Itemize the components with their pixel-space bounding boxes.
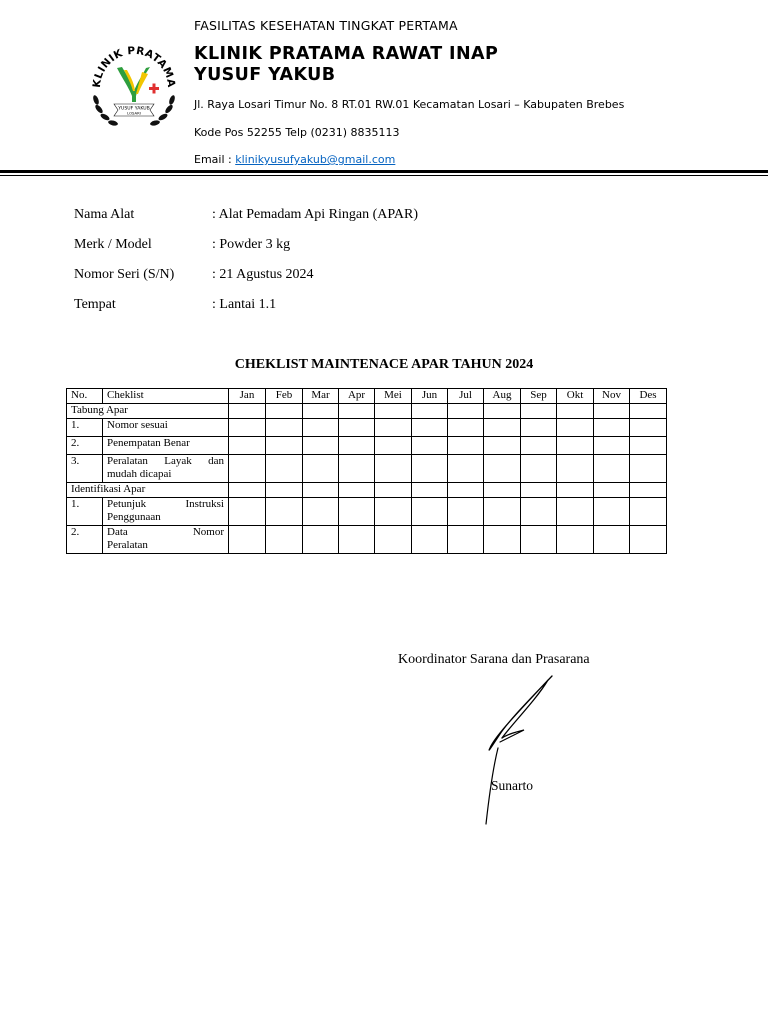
header-month: Jan (229, 389, 266, 404)
email-link[interactable]: klinikyusufyakub@gmail.com (235, 153, 396, 166)
clinic-address: Jl. Raya Losari Timur No. 8 RT.01 RW.01 Kecamatan Losari – Kabupaten Brebes (194, 98, 625, 111)
row-checklist: Penempatan Benar (103, 437, 229, 455)
check-cell (521, 419, 557, 437)
check-cell (594, 498, 630, 526)
check-cell (448, 455, 484, 483)
check-cell (412, 437, 448, 455)
header-month: Mar (303, 389, 339, 404)
check-cell (521, 526, 557, 554)
check-cell (412, 483, 448, 498)
clinic-email (194, 153, 395, 166)
logo-bottom-text: YUSUF YAKUB (118, 106, 150, 112)
row-checklist-line2: Penggunaan (107, 510, 161, 523)
check-cell (339, 404, 375, 419)
header-month: Apr (339, 389, 375, 404)
table-section-row (67, 404, 667, 419)
check-cell (630, 483, 667, 498)
check-cell (448, 526, 484, 554)
check-cell (484, 437, 521, 455)
header-month: Jul (448, 389, 484, 404)
check-cell (229, 419, 266, 437)
check-cell (630, 419, 667, 437)
check-cell (521, 404, 557, 419)
check-cell (630, 526, 667, 554)
check-cell (484, 526, 521, 554)
check-cell (375, 498, 412, 526)
signatory-name: Sunarto (491, 778, 533, 793)
clinic-postal-phone: Kode Pos 52255 Telp (0231) 8835113 (194, 126, 400, 139)
check-cell (630, 437, 667, 455)
check-cell (521, 498, 557, 526)
check-cell (521, 437, 557, 455)
check-cell (229, 404, 266, 419)
row-checklist-line2: mudah dicapai (107, 467, 172, 480)
clinic-name-line1: KLINIK PRATAMA RAWAT INAP (194, 44, 499, 64)
logo-arc-text: KLINIK PRATAMA (90, 44, 178, 89)
table-header-row (67, 389, 667, 404)
clinic-name-line2: YUSUF YAKUB (194, 65, 336, 85)
check-cell (448, 483, 484, 498)
check-cell (521, 455, 557, 483)
check-cell (339, 498, 375, 526)
row-no: 2. (67, 437, 103, 455)
check-cell (375, 483, 412, 498)
header-no: No. (67, 389, 103, 404)
row-checklist (103, 455, 229, 483)
table-section-row (67, 483, 667, 498)
svg-text:KLINIK PRATAMA (91, 45, 177, 89)
section-title: Tabung Apar (67, 404, 229, 419)
clinic-logo-icon (84, 34, 184, 134)
check-cell (266, 455, 303, 483)
facility-type: FASILITAS KESEHATAN TINGKAT PERTAMA (194, 18, 458, 33)
check-cell (375, 526, 412, 554)
info-label-nomor-seri: Nomor Seri (S/N) (74, 267, 175, 282)
check-cell (484, 419, 521, 437)
check-cell (339, 419, 375, 437)
check-cell (448, 498, 484, 526)
check-cell (594, 404, 630, 419)
check-cell (375, 404, 412, 419)
logo-bottom-subtext: LOSARI (127, 110, 141, 116)
info-label-tempat: Tempat (74, 297, 116, 312)
check-cell (375, 437, 412, 455)
header-month: Aug (484, 389, 521, 404)
check-cell (630, 404, 667, 419)
check-cell (594, 526, 630, 554)
table-row (67, 498, 667, 526)
handwritten-signature-icon (440, 664, 626, 840)
table-row (67, 455, 667, 483)
check-cell (521, 483, 557, 498)
check-cell (375, 455, 412, 483)
signature-title: Koordinator Sarana dan Prasarana (398, 652, 590, 667)
check-cell (303, 526, 339, 554)
check-cell (339, 483, 375, 498)
check-cell (557, 483, 594, 498)
header-month: Sep (521, 389, 557, 404)
row-checklist-line1: Petunjuk Instruksi (107, 498, 224, 510)
row-checklist (103, 526, 229, 554)
header-checklist: Cheklist (103, 389, 229, 404)
table-row (67, 437, 667, 455)
check-cell (594, 437, 630, 455)
check-cell (557, 498, 594, 526)
row-no: 1. (67, 419, 103, 437)
header-month: Mei (375, 389, 412, 404)
info-label-nama-alat: Nama Alat (74, 207, 135, 222)
check-cell (594, 419, 630, 437)
check-cell (229, 483, 266, 498)
row-checklist-line1: Data Nomor (107, 526, 224, 538)
check-cell (448, 419, 484, 437)
check-cell (266, 483, 303, 498)
letterhead-divider-thin (0, 175, 768, 176)
check-cell (484, 404, 521, 419)
info-value-tempat: : Lantai 1.1 (212, 297, 277, 312)
row-no: 3. (67, 455, 103, 483)
table-title: CHEKLIST MAINTENACE APAR TAHUN 2024 (234, 357, 534, 372)
check-cell (412, 498, 448, 526)
info-label-merk: Merk / Model (74, 237, 152, 252)
check-cell (229, 526, 266, 554)
check-cell (557, 419, 594, 437)
check-cell (266, 404, 303, 419)
check-cell (266, 498, 303, 526)
table-row (67, 526, 667, 554)
check-cell (375, 419, 412, 437)
check-cell (266, 526, 303, 554)
check-cell (557, 455, 594, 483)
check-cell (266, 419, 303, 437)
check-cell (229, 455, 266, 483)
row-checklist-line1: Peralatan Layak dan (107, 455, 224, 467)
row-checklist (103, 498, 229, 526)
check-cell (339, 526, 375, 554)
row-checklist-line2: Peralatan (107, 538, 148, 551)
check-cell (630, 498, 667, 526)
check-cell (412, 419, 448, 437)
check-cell (303, 419, 339, 437)
check-cell (448, 404, 484, 419)
check-cell (557, 437, 594, 455)
letterhead-divider-thick (0, 170, 768, 173)
check-cell (339, 455, 375, 483)
check-cell (594, 455, 630, 483)
check-cell (303, 483, 339, 498)
header-month: Des (630, 389, 667, 404)
info-value-nama-alat: : Alat Pemadam Api Ringan (APAR) (212, 207, 418, 222)
check-cell (412, 526, 448, 554)
checklist-table (66, 388, 667, 554)
check-cell (229, 498, 266, 526)
check-cell (594, 483, 630, 498)
check-cell (448, 437, 484, 455)
check-cell (339, 437, 375, 455)
check-cell (484, 498, 521, 526)
check-cell (630, 455, 667, 483)
check-cell (303, 498, 339, 526)
check-cell (303, 455, 339, 483)
header-month: Feb (266, 389, 303, 404)
check-cell (484, 483, 521, 498)
clinic-name (194, 44, 498, 86)
row-checklist: Nomor sesuai (103, 419, 229, 437)
row-no: 1. (67, 498, 103, 526)
row-no: 2. (67, 526, 103, 554)
check-cell (484, 455, 521, 483)
email-label: Email : (194, 153, 236, 166)
table-row (67, 419, 667, 437)
check-cell (303, 404, 339, 419)
check-cell (266, 437, 303, 455)
info-value-merk: : Powder 3 kg (212, 237, 291, 252)
header-month: Nov (594, 389, 630, 404)
header-month: Okt (557, 389, 594, 404)
check-cell (557, 526, 594, 554)
header-month: Jun (412, 389, 448, 404)
check-cell (557, 404, 594, 419)
section-title: Identifikasi Apar (67, 483, 229, 498)
check-cell (412, 455, 448, 483)
info-value-nomor-seri: : 21 Agustus 2024 (212, 267, 314, 282)
check-cell (303, 437, 339, 455)
check-cell (412, 404, 448, 419)
check-cell (229, 437, 266, 455)
